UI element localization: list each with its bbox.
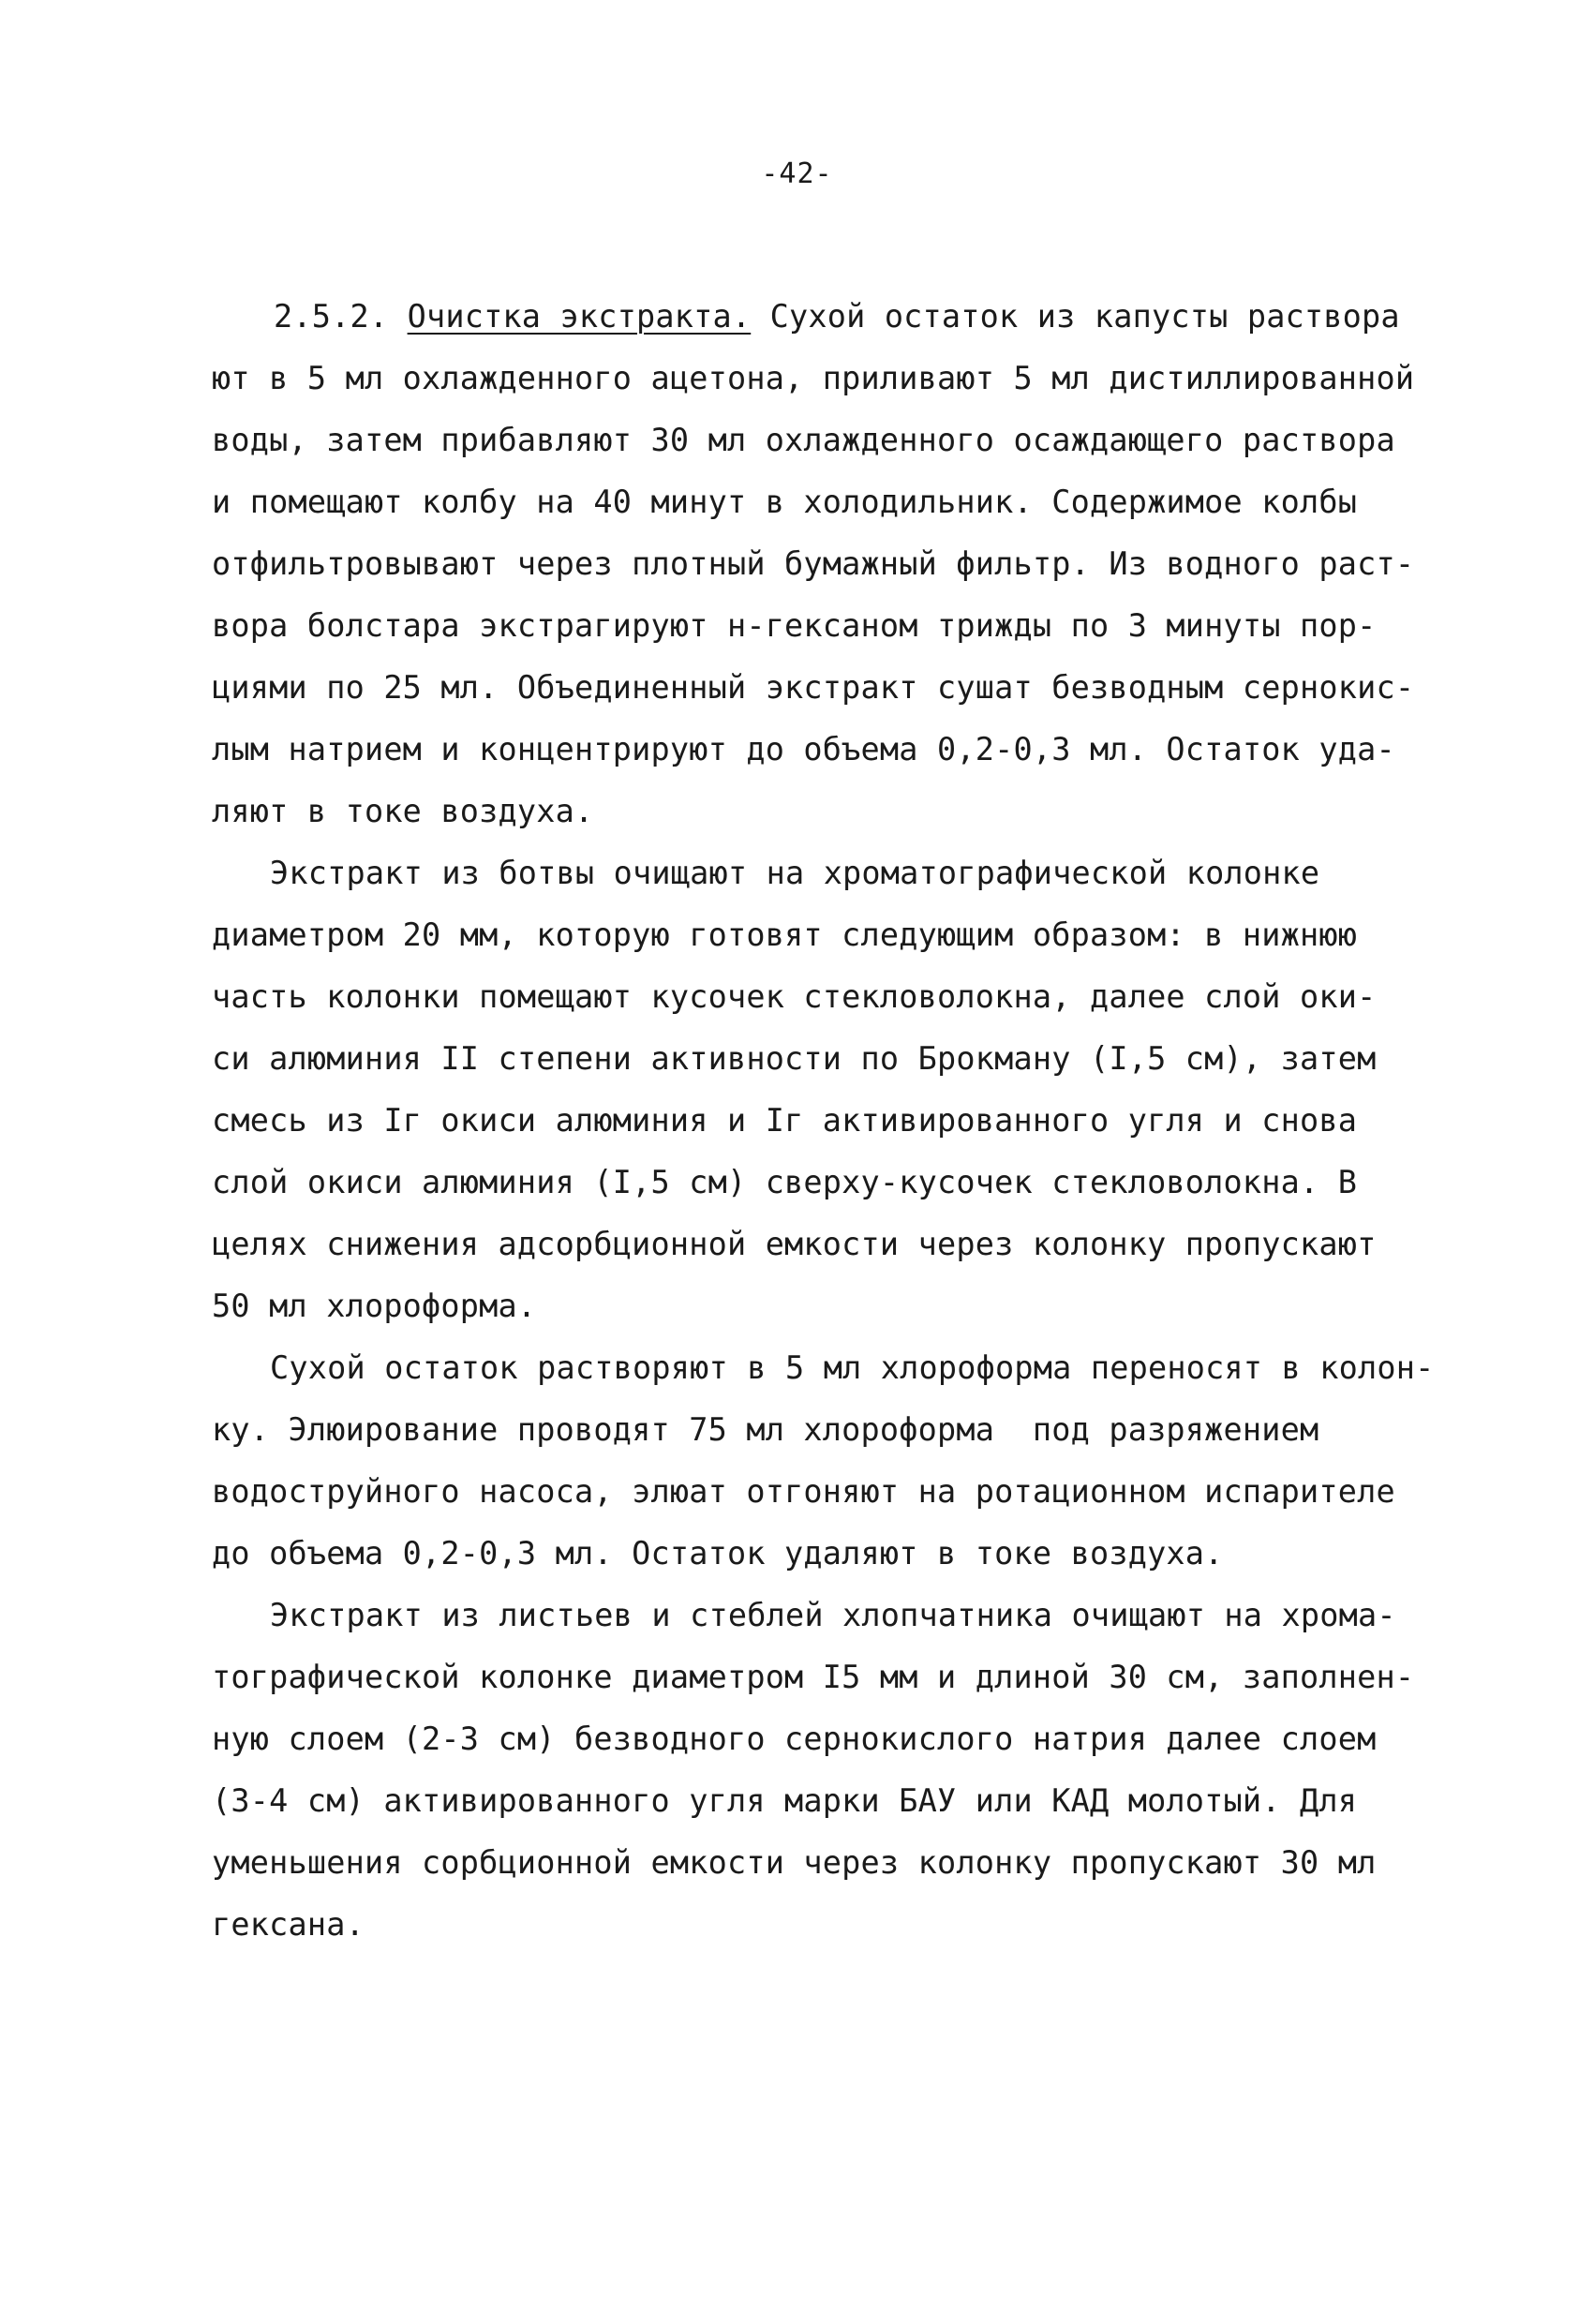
text-line: смесь из Iг окиси алюминия и Iг активированного угля и снова [212, 1102, 1358, 1139]
text-line: вора болстара экстрагируют н-гексаном трижды по 3 минуты пор- [212, 607, 1377, 644]
text-line: отфильтровывают через плотный бумажный фильтр. Из водного раст- [212, 545, 1415, 582]
text-line: гексана. [212, 1906, 365, 1943]
text-line: слой окиси алюминия (I,5 см) сверху-кусочек стекловолокна. В [212, 1164, 1358, 1200]
text-line: ют в 5 мл охлажденного ацетона, приливают 5 мл дистиллированной [212, 360, 1415, 396]
text-line: ляют в токе воздуха. [212, 793, 594, 829]
text-line: ную слоем (2-3 см) безводного сернокислого натрия далее слоем [212, 1721, 1377, 1757]
text-line: (3-4 см) активированного угля марки БАУ или КАД молотый. Для [212, 1782, 1358, 1819]
section-title: Очистка экстракта. [407, 298, 752, 335]
text-line: си алюминия II степени активности по Брокману (I,5 см), затем [212, 1040, 1377, 1077]
text-line: циями по 25 мл. Объединенный экстракт сушат безводным сернокис- [212, 669, 1415, 706]
text-line: тографической колонке диаметром I5 мм и длиной 30 см, заполнен- [212, 1659, 1415, 1695]
text-line: уменьшения сорбционной емкости через колонку пропускают 30 мл [212, 1844, 1377, 1881]
text-line: Экстракт из ботвы очищают на хроматографической колонке [270, 855, 1320, 891]
text-line: Экстракт из листьев и стеблей хлопчатника очищают на хрома- [270, 1597, 1396, 1633]
text-line: и помещают колбу на 40 минут в холодильник. Содержимое колбы [212, 484, 1358, 520]
text-line: до объема 0,2-0,3 мл. Остаток удаляют в токе воздуха. [212, 1535, 1224, 1572]
section-first-line: Сухой остаток из капусты раствора [751, 298, 1400, 335]
text-line: диаметром 20 мм, которую готовят следующим образом: в нижнюю [212, 916, 1358, 953]
text-line: Сухой остаток растворяют в 5 мл хлороформа переносят в колон- [270, 1349, 1435, 1386]
page-number: -42- [761, 157, 833, 190]
text-line: воды, затем прибавляют 30 мл охлажденного осаждающего раствора [212, 422, 1395, 458]
text-line: 50 мл хлороформа. [212, 1288, 537, 1324]
section-number: 2.5.2. [274, 298, 389, 335]
text-line: водоструйного насоса, элюат отгоняют на ротационном испарителе [212, 1473, 1395, 1510]
text-line: ку. Элюирование проводят 75 мл хлороформа под разряжением [212, 1411, 1319, 1448]
text-line [274, 298, 1400, 335]
text-line: часть колонки помещают кусочек стекловолокна, далее слой оки- [212, 978, 1377, 1015]
text-line: лым натрием и концентрируют до объема 0,2-0,3 мл. Остаток уда- [212, 731, 1395, 767]
text-line: целях снижения адсорбционной емкости через колонку пропускают [212, 1226, 1377, 1262]
